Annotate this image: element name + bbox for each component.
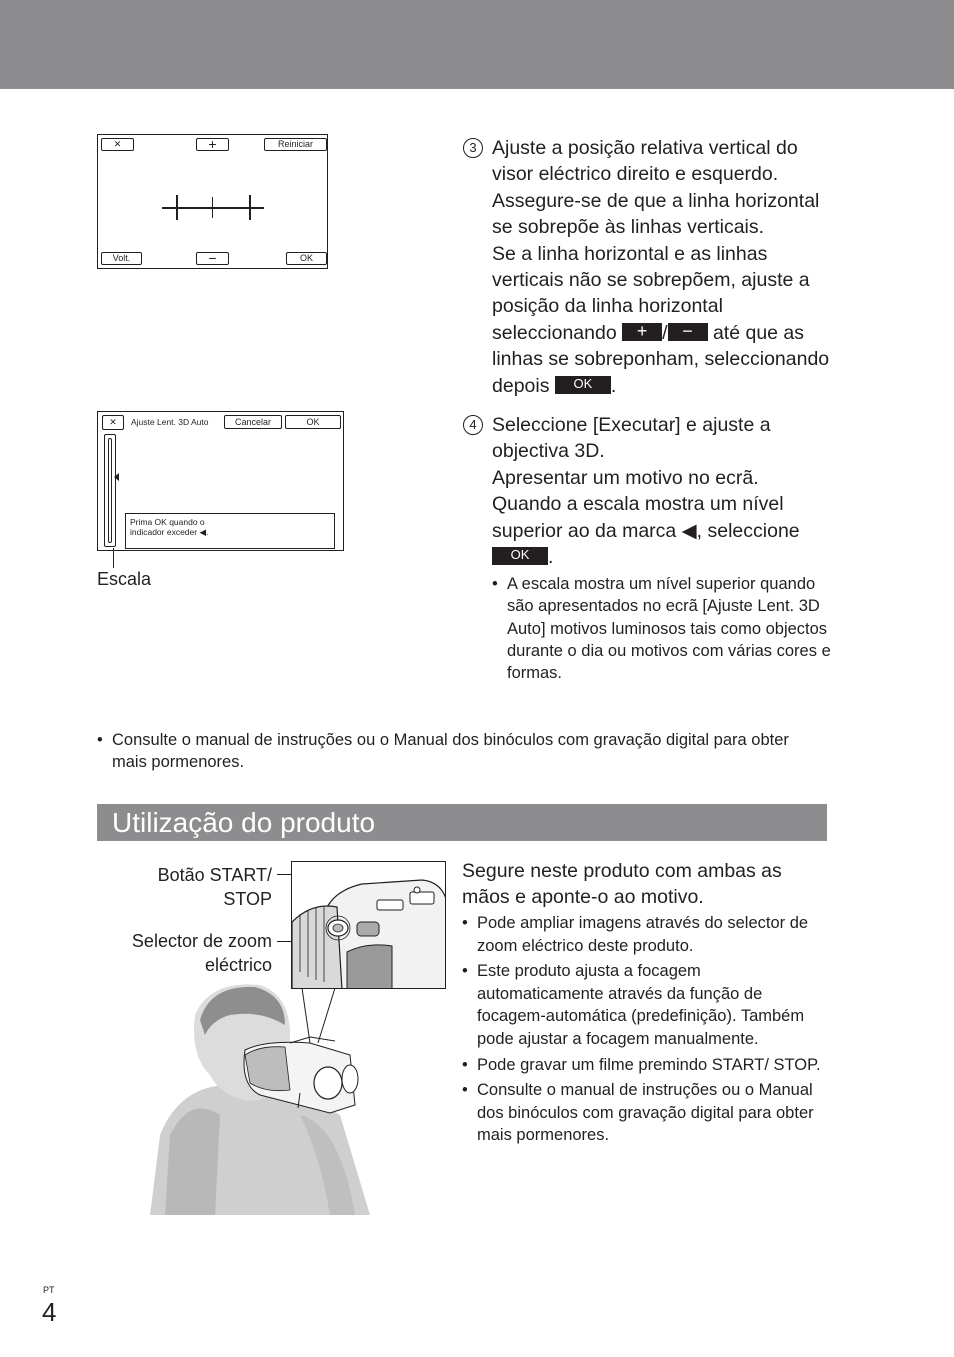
step-number: 4 bbox=[463, 415, 483, 435]
step-number: 3 bbox=[463, 138, 483, 158]
step-text bbox=[492, 491, 831, 570]
page-number: 4 bbox=[42, 1297, 57, 1327]
camera-closeup-illustration bbox=[291, 861, 446, 989]
ok-button: OK bbox=[286, 252, 327, 265]
period: . bbox=[548, 546, 554, 569]
list-item: • A escala mostra um nível superior quando são apresentados no ecrã [Ajuste Lent. 3D Auto] motivos luminosos tais como objectos durante o dia ou motivos com várias cores e formas. bbox=[492, 573, 832, 684]
scale-track bbox=[108, 438, 112, 543]
scale-indicator bbox=[104, 434, 116, 547]
reset-button: Reiniciar bbox=[264, 138, 327, 151]
vertical-line-center bbox=[212, 197, 213, 218]
header-band bbox=[0, 0, 954, 89]
list-item: • Consulte o manual de instruções ou o Manual dos binóculos com gravação digital para obter mais pormenores. bbox=[462, 1079, 827, 1147]
step-body bbox=[463, 465, 831, 571]
cancel-button: Cancelar bbox=[224, 415, 282, 429]
usage-heading: Segure neste produto com ambas as mãos e aponte-o ao motivo. bbox=[462, 860, 782, 909]
step-text: Apresentar um motivo no ecrã. bbox=[492, 466, 759, 489]
list-item: • Pode gravar um filme premindo START/ STOP. bbox=[462, 1054, 827, 1077]
message-line: Prima OK quando o bbox=[130, 517, 205, 527]
screen-diagram-auto-lens bbox=[97, 411, 344, 551]
slash: / bbox=[662, 321, 668, 344]
vertical-line-left bbox=[176, 195, 178, 220]
label-line: Botão START/ bbox=[157, 865, 272, 885]
close-icon: ✕ bbox=[102, 415, 124, 430]
back-button: Volt. bbox=[101, 252, 142, 265]
step-text-part: Quando a escala mostra um nível superior ao da marca ◀, seleccione bbox=[492, 493, 800, 542]
step-heading: Ajuste a posição relativa vertical do visor eléctrico direito e esquerdo. bbox=[492, 137, 798, 186]
section-title: Utilização do produto bbox=[112, 807, 376, 838]
scale-leader-line bbox=[113, 548, 114, 568]
list-item: • Este produto ajusta a focagem automaticamente através da função de focagem-automática (predefinição). Também pode ajustar a focagem manualmente. bbox=[462, 960, 827, 1050]
minus-icon: − bbox=[668, 323, 708, 341]
usage-list bbox=[462, 912, 827, 1150]
ok-icon: OK bbox=[555, 376, 611, 394]
period: . bbox=[610, 374, 617, 397]
scale-label: Escala bbox=[97, 569, 152, 589]
plus-button: + bbox=[196, 138, 229, 151]
zoom-label bbox=[100, 929, 272, 977]
label-line: eléctrico bbox=[204, 955, 272, 975]
plus-icon: + bbox=[622, 323, 662, 341]
ok-icon: OK bbox=[492, 547, 548, 565]
label-line: STOP bbox=[223, 889, 272, 909]
section-header bbox=[97, 804, 827, 841]
general-note bbox=[97, 729, 827, 774]
marker-icon bbox=[114, 473, 119, 481]
step-4-note bbox=[492, 573, 832, 684]
start-stop-label bbox=[120, 863, 272, 911]
list-item: • Pode ampliar imagens através do selector de zoom eléctrico deste produto. bbox=[462, 912, 827, 957]
step-heading: Seleccione [Executar] e ajuste a objectiva 3D. bbox=[492, 414, 771, 463]
step-4 bbox=[463, 412, 831, 570]
screen-diagram-adjust bbox=[97, 134, 328, 269]
step-3 bbox=[463, 135, 831, 399]
ok-button: OK bbox=[285, 415, 341, 429]
camera-closeup-icon bbox=[292, 862, 446, 989]
screen-title: Ajuste Lent. 3D Auto bbox=[131, 417, 209, 427]
screen-message bbox=[125, 513, 335, 549]
step-text-part: até que as linhas se sobreponham, seleccionando depois bbox=[492, 321, 830, 397]
message-line: indicador exceder ◀. bbox=[130, 527, 209, 537]
list-item: • Consulte o manual de instruções ou o Manual dos binóculos com gravação digital para obter mais pormenores. bbox=[97, 729, 827, 774]
label-line: Selector de zoom bbox=[131, 931, 272, 951]
step-text: Assegure-se de que a linha horizontal se sobrepõe às linhas verticais. bbox=[492, 189, 820, 239]
vertical-line-right bbox=[249, 195, 251, 220]
person-binoculars-icon bbox=[150, 975, 390, 1215]
step-text-part: Se a linha horizontal e as linhas verticais não se sobrepõem, ajuste a posição da linha horizontal seleccionando bbox=[492, 242, 810, 344]
step-body bbox=[463, 188, 831, 399]
step-text bbox=[492, 241, 831, 399]
person-with-binoculars-illustration bbox=[150, 975, 390, 1215]
page-language: PT bbox=[43, 1285, 55, 1295]
minus-button: − bbox=[196, 252, 229, 265]
close-icon: ✕ bbox=[101, 138, 134, 151]
